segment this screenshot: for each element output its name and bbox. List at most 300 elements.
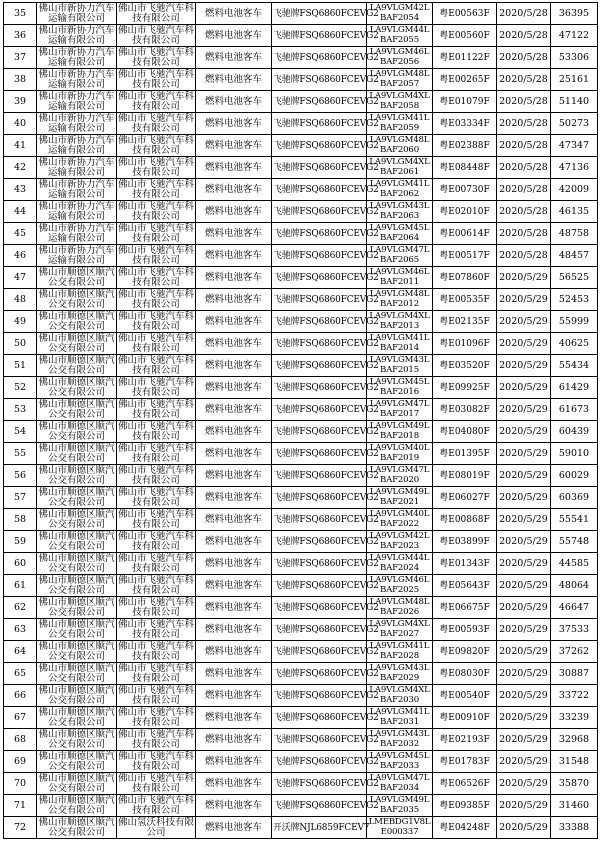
cell-manufacturer: 佛山市飞驰汽车科技有限公司	[118, 376, 195, 398]
cell-manufacturer: 佛山市飞驰汽车科技有限公司	[118, 420, 195, 442]
cell-mileage: 33388	[551, 817, 598, 839]
cell-index: 61	[4, 575, 37, 597]
cell-index: 72	[4, 817, 37, 839]
cell-manufacturer: 佛山市飞驰汽车科技有限公司	[118, 574, 195, 596]
cell-vin: LA9VLGM4XLBAF2013	[367, 311, 433, 333]
cell-plate: 粤E01096F	[433, 333, 497, 355]
cell-mileage: 46647	[551, 597, 598, 619]
cell-model: 飞驰牌FSQ6860FCEVG2	[272, 179, 367, 201]
cell-manufacturer: 佛山市飞驰汽车科技有限公司	[118, 530, 195, 552]
cell-mileage: 55999	[551, 311, 598, 333]
cell-operator: 佛山市顺德区顺汽公交有限公司	[38, 816, 115, 838]
cell-operator: 佛山市新协力汽车运输有限公司	[38, 156, 115, 178]
cell-index: 54	[4, 421, 37, 443]
cell-operator: 佛山市顺德区顺汽公交有限公司	[38, 442, 115, 464]
cell-manufacturer: 佛山市飞驰汽车科技有限公司	[118, 332, 195, 354]
cell-model: 飞驰牌FSQ6860FCEVG2	[272, 223, 367, 245]
cell-model: 飞驰牌FSQ6860FCEVG2	[272, 113, 367, 135]
table-row	[4, 663, 598, 685]
cell-vin: LA9VLGM43LBAF2015	[367, 355, 433, 377]
cell-operator: 佛山市顺德区顺汽公交有限公司	[38, 618, 115, 640]
cell-vehicle-type: 燃料电池客车	[196, 91, 272, 113]
cell-operator: 佛山市顺德区顺汽公交有限公司	[38, 398, 115, 420]
cell-vehicle-type: 燃料电池客车	[196, 773, 272, 795]
cell-vehicle-type: 燃料电池客车	[196, 179, 272, 201]
cell-plate: 粤E04080F	[433, 421, 497, 443]
cell-index: 35	[4, 3, 37, 25]
cell-vehicle-type: 燃料电池客车	[196, 113, 272, 135]
cell-model: 飞驰牌FSQ6860FCEVG2	[272, 729, 367, 751]
cell-plate: 粤E02388F	[433, 135, 497, 157]
cell-date: 2020/5/29	[497, 465, 551, 487]
cell-manufacturer: 佛山市飞驰汽车科技有限公司	[118, 552, 195, 574]
cell-vehicle-type: 燃料电池客车	[196, 25, 272, 47]
cell-manufacturer: 佛山市飞驰汽车科技有限公司	[118, 178, 195, 200]
cell-date: 2020/5/28	[497, 157, 551, 179]
cell-operator: 佛山市顺德区顺汽公交有限公司	[38, 684, 115, 706]
cell-manufacturer: 佛山市飞驰汽车科技有限公司	[118, 112, 195, 134]
cell-mileage: 36395	[551, 3, 598, 25]
cell-vehicle-type: 燃料电池客车	[196, 575, 272, 597]
cell-mileage: 60439	[551, 421, 598, 443]
cell-mileage: 60369	[551, 487, 598, 509]
cell-manufacturer: 佛山市飞驰汽车科技有限公司	[118, 200, 195, 222]
cell-vehicle-type: 燃料电池客车	[196, 597, 272, 619]
cell-plate: 粤E03082F	[433, 399, 497, 421]
cell-vin: LA9VLGM41LBAF2062	[367, 179, 433, 201]
cell-date: 2020/5/29	[497, 333, 551, 355]
cell-plate: 粤E00563F	[433, 3, 497, 25]
table-row	[4, 245, 598, 267]
cell-date: 2020/5/29	[497, 355, 551, 377]
cell-date: 2020/5/29	[497, 509, 551, 531]
cell-plate: 粤E01343F	[433, 553, 497, 575]
cell-plate: 粤E08019F	[433, 465, 497, 487]
cell-manufacturer: 佛山市飞驰汽车科技有限公司	[118, 640, 195, 662]
cell-plate: 粤E01783F	[433, 751, 497, 773]
cell-mileage: 53306	[551, 47, 598, 69]
cell-model: 飞驰牌FSQ6860FCEVG2	[272, 47, 367, 69]
table-row	[4, 377, 598, 399]
table-row	[4, 487, 598, 509]
cell-index: 52	[4, 377, 37, 399]
cell-vehicle-type: 燃料电池客车	[196, 245, 272, 267]
cell-model: 飞驰牌FSQ6860FCEVG2	[272, 377, 367, 399]
cell-operator: 佛山市顺德区顺汽公交有限公司	[38, 772, 115, 794]
cell-mileage: 46135	[551, 201, 598, 223]
table-row	[4, 157, 598, 179]
cell-model: 飞驰牌FSQ6860FCEVG2	[272, 69, 367, 91]
cell-date: 2020/5/29	[497, 531, 551, 553]
cell-model: 飞驰牌FSQ6860FCEVG2	[272, 267, 367, 289]
cell-mileage: 37533	[551, 619, 598, 641]
cell-vin: LA9VLGM48LBAF2026	[367, 597, 433, 619]
cell-manufacturer: 佛山市飞驰汽车科技有限公司	[118, 222, 195, 244]
cell-plate: 粤E02135F	[433, 311, 497, 333]
cell-plate: 粤E06526F	[433, 773, 497, 795]
cell-manufacturer: 佛山市飞驰汽车科技有限公司	[118, 68, 195, 90]
cell-vin: LA9VLGM41LBAF2014	[367, 333, 433, 355]
table-row	[4, 729, 598, 751]
cell-vin: LA9VLGM4XLBAF2058	[367, 91, 433, 113]
cell-model: 飞驰牌FSQ6860FCEVG2	[272, 399, 367, 421]
cell-index: 59	[4, 531, 37, 553]
cell-manufacturer: 佛山市飞驰汽车科技有限公司	[118, 266, 195, 288]
cell-model: 飞驰牌FSQ6860FCEVG2	[272, 597, 367, 619]
cell-model: 飞驰牌FSQ6860FCEVG2	[272, 25, 367, 47]
cell-manufacturer: 佛山市飞驰汽车科技有限公司	[118, 134, 195, 156]
cell-date: 2020/5/28	[497, 179, 551, 201]
cell-date: 2020/5/29	[497, 597, 551, 619]
cell-mileage: 61673	[551, 399, 598, 421]
table-row	[4, 135, 598, 157]
cell-vehicle-type: 燃料电池客车	[196, 707, 272, 729]
cell-index: 64	[4, 641, 37, 663]
cell-operator: 佛山市顺德区顺汽公交有限公司	[38, 574, 115, 596]
table-row	[4, 509, 598, 531]
cell-model: 飞驰牌FSQ6860FCEVG2	[272, 443, 367, 465]
cell-mileage: 48457	[551, 245, 598, 267]
cell-model: 飞驰牌FSQ6860FCEVG2	[272, 245, 367, 267]
cell-date: 2020/5/29	[497, 729, 551, 751]
cell-date: 2020/5/28	[497, 113, 551, 135]
cell-model: 飞驰牌FSQ6860FCEVG2	[272, 663, 367, 685]
cell-index: 56	[4, 465, 37, 487]
cell-plate: 粤E06675F	[433, 597, 497, 619]
cell-manufacturer: 佛山市飞驰汽车科技有限公司	[118, 772, 195, 794]
cell-manufacturer: 佛山市飞驰汽车科技有限公司	[118, 508, 195, 530]
cell-index: 60	[4, 553, 37, 575]
table-row	[4, 201, 598, 223]
cell-model: 飞驰牌FSQ6860FCEVG2	[272, 531, 367, 553]
cell-index: 71	[4, 795, 37, 817]
table-row	[4, 289, 598, 311]
table-row	[4, 421, 598, 443]
cell-index: 70	[4, 773, 37, 795]
cell-date: 2020/5/29	[497, 575, 551, 597]
cell-index: 42	[4, 157, 37, 179]
cell-vin: LA9VLGM48LBAF2057	[367, 69, 433, 91]
cell-model: 飞驰牌FSQ6860FCEVG2	[272, 157, 367, 179]
cell-index: 43	[4, 179, 37, 201]
cell-index: 49	[4, 311, 37, 333]
cell-mileage: 48064	[551, 575, 598, 597]
cell-model: 飞驰牌FSQ6860FCEVG2	[272, 619, 367, 641]
cell-vin: LA9VLGM45LBAF2033	[367, 751, 433, 773]
cell-date: 2020/5/29	[497, 399, 551, 421]
cell-vin: LA9VLGM45LBAF2016	[367, 377, 433, 399]
cell-vin: LA9VLGM45LBAF2064	[367, 223, 433, 245]
cell-model: 飞驰牌FSQ6860FCEVG2	[272, 575, 367, 597]
cell-vin: LA9VLGM43LBAF2063	[367, 201, 433, 223]
cell-operator: 佛山市新协力汽车运输有限公司	[38, 46, 115, 68]
cell-model: 飞驰牌FSQ6860FCEVG2	[272, 421, 367, 443]
cell-index: 65	[4, 663, 37, 685]
cell-manufacturer: 佛山市飞驰汽车科技有限公司	[118, 354, 195, 376]
cell-model: 飞驰牌FSQ6860FCEVG2	[272, 685, 367, 707]
cell-vin: LA9VLGM48LBAF2060	[367, 135, 433, 157]
cell-plate: 粤E00593F	[433, 619, 497, 641]
cell-vehicle-type: 燃料电池客车	[196, 729, 272, 751]
cell-vehicle-type: 燃料电池客车	[196, 47, 272, 69]
cell-vin: LA9VLGM44LBAF2024	[367, 553, 433, 575]
table-row	[4, 773, 598, 795]
cell-model: 飞驰牌FSQ6860FCEVG2	[272, 509, 367, 531]
cell-plate: 粤E03899F	[433, 531, 497, 553]
cell-manufacturer: 佛山市飞驰汽车科技有限公司	[118, 46, 195, 68]
cell-mileage: 55748	[551, 531, 598, 553]
cell-vin: LA9VLGM4XLBAF2061	[367, 157, 433, 179]
table-row	[4, 333, 598, 355]
cell-operator: 佛山市顺德区顺汽公交有限公司	[38, 508, 115, 530]
cell-date: 2020/5/28	[497, 223, 551, 245]
vehicle-subsidy-table	[3, 2, 598, 839]
cell-index: 39	[4, 91, 37, 113]
cell-date: 2020/5/29	[497, 817, 551, 839]
cell-plate: 粤E00265F	[433, 69, 497, 91]
table-row	[4, 707, 598, 729]
cell-vin: LA9VLGM46LBAF2056	[367, 47, 433, 69]
cell-date: 2020/5/28	[497, 69, 551, 91]
cell-model: 飞驰牌FSQ6860FCEVG2	[272, 795, 367, 817]
cell-vehicle-type: 燃料电池客车	[196, 487, 272, 509]
cell-date: 2020/5/29	[497, 795, 551, 817]
cell-date: 2020/5/29	[497, 553, 551, 575]
cell-mileage: 33722	[551, 685, 598, 707]
cell-vehicle-type: 燃料电池客车	[196, 465, 272, 487]
cell-date: 2020/5/29	[497, 707, 551, 729]
cell-operator: 佛山市顺德区顺汽公交有限公司	[38, 288, 115, 310]
cell-model: 飞驰牌FSQ6860FCEVG2	[272, 751, 367, 773]
cell-date: 2020/5/29	[497, 773, 551, 795]
cell-mileage: 55434	[551, 355, 598, 377]
cell-plate: 粤E00540F	[433, 685, 497, 707]
cell-vin: LA9VLGM4XLBAF2030	[367, 685, 433, 707]
cell-mileage: 59010	[551, 443, 598, 465]
cell-vehicle-type: 燃料电池客车	[196, 443, 272, 465]
cell-date: 2020/5/29	[497, 641, 551, 663]
cell-vin: LA9VLGM43LBAF2029	[367, 663, 433, 685]
cell-manufacturer: 佛山市飞驰汽车科技有限公司	[118, 706, 195, 728]
cell-index: 62	[4, 597, 37, 619]
cell-vin: LA9VLGM48LBAF2012	[367, 289, 433, 311]
cell-operator: 佛山市顺德区顺汽公交有限公司	[38, 266, 115, 288]
cell-index: 48	[4, 289, 37, 311]
cell-mileage: 37262	[551, 641, 598, 663]
cell-operator: 佛山市顺德区顺汽公交有限公司	[38, 794, 115, 816]
cell-model: 开沃牌NJL6859FCEV7	[272, 817, 367, 839]
cell-manufacturer: 佛山市飞驰汽车科技有限公司	[118, 244, 195, 266]
cell-plate: 粤E00517F	[433, 245, 497, 267]
cell-mileage: 44585	[551, 553, 598, 575]
cell-vin: LA9VLGM41LBAF2028	[367, 641, 433, 663]
table-row	[4, 641, 598, 663]
cell-date: 2020/5/28	[497, 245, 551, 267]
cell-operator: 佛山市新协力汽车运输有限公司	[38, 178, 115, 200]
table-row	[4, 91, 598, 113]
cell-operator: 佛山市顺德区顺汽公交有限公司	[38, 332, 115, 354]
cell-index: 47	[4, 267, 37, 289]
cell-model: 飞驰牌FSQ6860FCEVG2	[272, 201, 367, 223]
cell-operator: 佛山市顺德区顺汽公交有限公司	[38, 464, 115, 486]
cell-manufacturer: 佛山市飞驰汽车科技有限公司	[118, 486, 195, 508]
cell-operator: 佛山市顺德区顺汽公交有限公司	[38, 728, 115, 750]
cell-plate: 粤E06027F	[433, 487, 497, 509]
cell-manufacturer: 佛山市飞驰汽车科技有限公司	[118, 2, 195, 24]
cell-manufacturer: 佛山市飞驰汽车科技有限公司	[118, 596, 195, 618]
cell-plate: 粤E05643F	[433, 575, 497, 597]
cell-mileage: 55541	[551, 509, 598, 531]
cell-plate: 粤E00910F	[433, 707, 497, 729]
cell-date: 2020/5/29	[497, 289, 551, 311]
cell-model: 飞驰牌FSQ6860FCEVG2	[272, 465, 367, 487]
cell-mileage: 31460	[551, 795, 598, 817]
cell-date: 2020/5/29	[497, 751, 551, 773]
cell-plate: 粤E03334F	[433, 113, 497, 135]
cell-model: 飞驰牌FSQ6860FCEVG2	[272, 333, 367, 355]
cell-index: 40	[4, 113, 37, 135]
cell-manufacturer: 佛山市飞驰汽车科技有限公司	[118, 288, 195, 310]
cell-vehicle-type: 燃料电池客车	[196, 267, 272, 289]
cell-operator: 佛山市顺德区顺汽公交有限公司	[38, 750, 115, 772]
cell-mileage: 42009	[551, 179, 598, 201]
table-row	[4, 113, 598, 135]
cell-model: 飞驰牌FSQ6860FCEVG2	[272, 773, 367, 795]
cell-manufacturer: 佛山市飞驰汽车科技有限公司	[118, 310, 195, 332]
cell-operator: 佛山市新协力汽车运输有限公司	[38, 244, 115, 266]
cell-index: 41	[4, 135, 37, 157]
table-row	[4, 795, 598, 817]
cell-vehicle-type: 燃料电池客车	[196, 685, 272, 707]
cell-operator: 佛山市顺德区顺汽公交有限公司	[38, 596, 115, 618]
cell-plate: 粤E04248F	[433, 817, 497, 839]
cell-vehicle-type: 燃料电池客车	[196, 157, 272, 179]
cell-index: 67	[4, 707, 37, 729]
table-row	[4, 47, 598, 69]
cell-model: 飞驰牌FSQ6860FCEVG2	[272, 707, 367, 729]
cell-manufacturer: 佛山市飞驰汽车科技有限公司	[118, 684, 195, 706]
cell-index: 66	[4, 685, 37, 707]
table-row	[4, 3, 598, 25]
cell-mileage: 47122	[551, 25, 598, 47]
cell-mileage: 31548	[551, 751, 598, 773]
cell-vehicle-type: 燃料电池客车	[196, 663, 272, 685]
cell-mileage: 35870	[551, 773, 598, 795]
cell-plate: 粤E01079F	[433, 91, 497, 113]
cell-manufacturer: 佛山市飞驰汽车科技有限公司	[118, 24, 195, 46]
cell-vehicle-type: 燃料电池客车	[196, 795, 272, 817]
cell-operator: 佛山市顺德区顺汽公交有限公司	[38, 486, 115, 508]
cell-date: 2020/5/28	[497, 3, 551, 25]
cell-operator: 佛山市顺德区顺汽公交有限公司	[38, 420, 115, 442]
cell-date: 2020/5/29	[497, 421, 551, 443]
cell-vehicle-type: 燃料电池客车	[196, 619, 272, 641]
cell-date: 2020/5/28	[497, 135, 551, 157]
cell-manufacturer: 佛山市飞驰汽车科技有限公司	[118, 90, 195, 112]
cell-vehicle-type: 燃料电池客车	[196, 201, 272, 223]
cell-date: 2020/5/28	[497, 91, 551, 113]
table-row	[4, 179, 598, 201]
cell-index: 51	[4, 355, 37, 377]
cell-operator: 佛山市新协力汽车运输有限公司	[38, 24, 115, 46]
cell-plate: 粤E08030F	[433, 663, 497, 685]
cell-operator: 佛山市新协力汽车运输有限公司	[38, 222, 115, 244]
cell-vin: LA9VLGM43LBAF2032	[367, 729, 433, 751]
cell-mileage: 33239	[551, 707, 598, 729]
cell-mileage: 52453	[551, 289, 598, 311]
cell-model: 飞驰牌FSQ6860FCEVG2	[272, 487, 367, 509]
cell-mileage: 47347	[551, 135, 598, 157]
cell-index: 58	[4, 509, 37, 531]
cell-model: 飞驰牌FSQ6860FCEVG2	[272, 553, 367, 575]
cell-operator: 佛山市新协力汽车运输有限公司	[38, 200, 115, 222]
cell-index: 36	[4, 25, 37, 47]
cell-vin: LA9VLGM47LBAF2017	[367, 399, 433, 421]
cell-index: 53	[4, 399, 37, 421]
table-row	[4, 465, 598, 487]
table-row	[4, 751, 598, 773]
cell-mileage: 50273	[551, 113, 598, 135]
cell-plate: 粤E00614F	[433, 223, 497, 245]
cell-operator: 佛山市新协力汽车运输有限公司	[38, 2, 115, 24]
cell-plate: 粤E00560F	[433, 25, 497, 47]
cell-vehicle-type: 燃料电池客车	[196, 69, 272, 91]
cell-date: 2020/5/28	[497, 47, 551, 69]
table-row	[4, 575, 598, 597]
table-row	[4, 25, 598, 47]
table-row	[4, 399, 598, 421]
cell-plate: 粤E02010F	[433, 201, 497, 223]
cell-index: 38	[4, 69, 37, 91]
table-row	[4, 553, 598, 575]
cell-index: 46	[4, 245, 37, 267]
cell-vehicle-type: 燃料电池客车	[196, 531, 272, 553]
cell-operator: 佛山市顺德区顺汽公交有限公司	[38, 662, 115, 684]
cell-plate: 粤E00535F	[433, 289, 497, 311]
cell-mileage: 30887	[551, 663, 598, 685]
cell-vin: LMEBDG1V8LE000337	[367, 817, 433, 839]
cell-vin: LA9VLGM41LBAF2059	[367, 113, 433, 135]
cell-mileage: 32968	[551, 729, 598, 751]
cell-vin: LA9VLGM49LBAF2021	[367, 487, 433, 509]
cell-mileage: 51140	[551, 91, 598, 113]
cell-model: 飞驰牌FSQ6860FCEVG2	[272, 289, 367, 311]
cell-vin: LA9VLGM49LBAF2018	[367, 421, 433, 443]
cell-operator: 佛山市顺德区顺汽公交有限公司	[38, 706, 115, 728]
cell-vin: LA9VLGM44LBAF2055	[367, 25, 433, 47]
cell-mileage: 48758	[551, 223, 598, 245]
cell-vehicle-type: 燃料电池客车	[196, 289, 272, 311]
cell-vehicle-type: 燃料电池客车	[196, 3, 272, 25]
cell-operator: 佛山市顺德区顺汽公交有限公司	[38, 640, 115, 662]
cell-vin: LA9VLGM42LBAF2023	[367, 531, 433, 553]
cell-index: 63	[4, 619, 37, 641]
cell-index: 55	[4, 443, 37, 465]
cell-date: 2020/5/29	[497, 663, 551, 685]
cell-operator: 佛山市顺德区顺汽公交有限公司	[38, 376, 115, 398]
table-row	[4, 267, 598, 289]
cell-vin: LA9VLGM47LBAF2065	[367, 245, 433, 267]
cell-manufacturer: 佛山市飞驰汽车科技有限公司	[118, 662, 195, 684]
cell-vin: LA9VLGM46LBAF2011	[367, 267, 433, 289]
cell-vehicle-type: 燃料电池客车	[196, 641, 272, 663]
cell-vin: LA9VLGM40LBAF2022	[367, 509, 433, 531]
cell-vin: LA9VLGM47LBAF2034	[367, 773, 433, 795]
cell-plate: 粤E00730F	[433, 179, 497, 201]
cell-date: 2020/5/29	[497, 619, 551, 641]
cell-operator: 佛山市顺德区顺汽公交有限公司	[38, 530, 115, 552]
cell-date: 2020/5/29	[497, 267, 551, 289]
